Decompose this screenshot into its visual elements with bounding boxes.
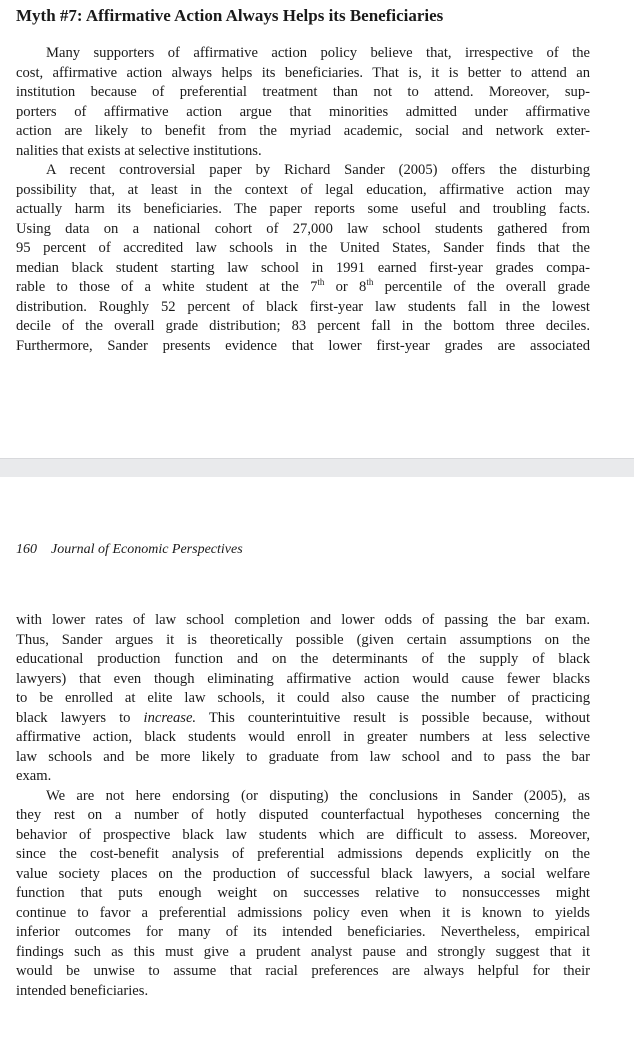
text-line: exam. [16,768,52,784]
text-segment: or 8 [324,279,367,295]
text-line: value society places on the production of successful black lawyers, a social welfare [16,865,590,882]
text-line: educational production function and on the determinants of the supply of black [16,651,590,667]
bottom-page [0,477,634,1050]
text-line: Many supporters of affirmative action policy believe that, irrespective of the [46,45,590,61]
text-line: since the cost-benefit analysis of preferential admissions depends explicitly on the [16,846,590,862]
text-line: Furthermore, Sander presents evidence that lower first-year grades are associated [16,337,590,354]
text-line: would be unwise to assume that racial preferences are always helpful for their [16,963,590,979]
emphasis-text: increase. [143,709,197,726]
superscript: th [366,277,374,288]
text-line: behavior of prospective black law students which are difficult to assess. Moreover, [16,826,590,843]
text-line: with lower rates of law school completion and lower odds of passing the bar exam. [16,612,590,628]
journal-name: Journal of Economic Perspectives [51,542,243,557]
page-separator [0,458,634,478]
text-line: function that puts enough weight on successes relative to nonsuccesses might [16,885,590,901]
text-line: institution because of preferential treatment than not to attend. Moreover, sup- [16,84,590,100]
page-number: 160 [16,542,37,557]
bottom-page-body [16,611,590,1001]
text-line: they rest on a number of hotly disputed counterfactual hypotheses concerning the [16,807,590,823]
text-segment: This counterintuitive result is possible because, without [196,709,590,726]
text-line: law schools and be more likely to graduate from law school and to pass the bar [16,748,590,765]
text-line [16,709,590,729]
top-page [0,0,634,458]
text-line: findings such as this must give a prudent analyst pause and strongly suggest that it [16,943,590,960]
text-line: actually harm its beneficiaries. The paper reports some useful and troubling facts. [16,201,590,217]
section-title: Myth #7: Affirmative Action Always Helps its Beneficiaries [16,6,444,25]
text-segment: percentile of the overall grade [373,279,590,295]
text-line: intended beneficiaries. [16,982,149,999]
running-head [16,542,243,558]
text-line: Thus, Sander argues it is theoretically possible (given certain assumptions on the [16,631,590,648]
text-line: decile of the overall grade distribution; 83 percent fall in the bottom three deciles. [16,318,590,334]
text-line: possibility that, at least in the context of legal education, affirmative action may [16,181,590,198]
text-line: inferior outcomes for many of its intended beneficiaries. Nevertheless, empirical [16,924,590,940]
text-line: nalities that exists at selective institutions. [16,142,262,159]
text-line: We are not here endorsing (or disputing) the conclusions in Sander (2005), as [46,787,590,804]
text-segment: rable to those of a white student at the 7 [16,279,318,295]
text-line: 95 percent of accredited law schools in the United States, Sander finds that the [16,240,590,256]
text-line: median black student starting law school in 1991 earned first-year grades compa- [16,259,590,276]
text-line: porters of affirmative action argue that minorities admitted under affirmative [16,103,590,120]
text-line: to be enrolled at elite law schools, it could also cause the number of practicing [16,690,590,706]
text-line: distribution. Roughly 52 percent of black first-year law students fall in the lowest [16,298,590,315]
text-segment: black lawyers to [16,709,144,726]
text-line: cost, affirmative action always helps its beneficiaries. That is, it is better to attend an [16,64,590,81]
text-line: affirmative action, black students would enroll in greater numbers at less selective [16,729,590,745]
text-line: action are likely to benefit from the myriad academic, social and network exter- [16,123,590,139]
text-line: Using data on a national cohort of 27,000 law school students gathered from [16,220,590,237]
text-line: A recent controversial paper by Richard Sander (2005) offers the disturbing [46,162,590,178]
text-line [16,278,590,298]
top-page-body [16,44,590,356]
text-line: lawyers) that even though eliminating affirmative action would cause fewer blacks [16,670,590,687]
text-line: continue to favor a preferential admissions policy even when it is known to yields [16,904,590,921]
superscript: th [317,277,325,288]
